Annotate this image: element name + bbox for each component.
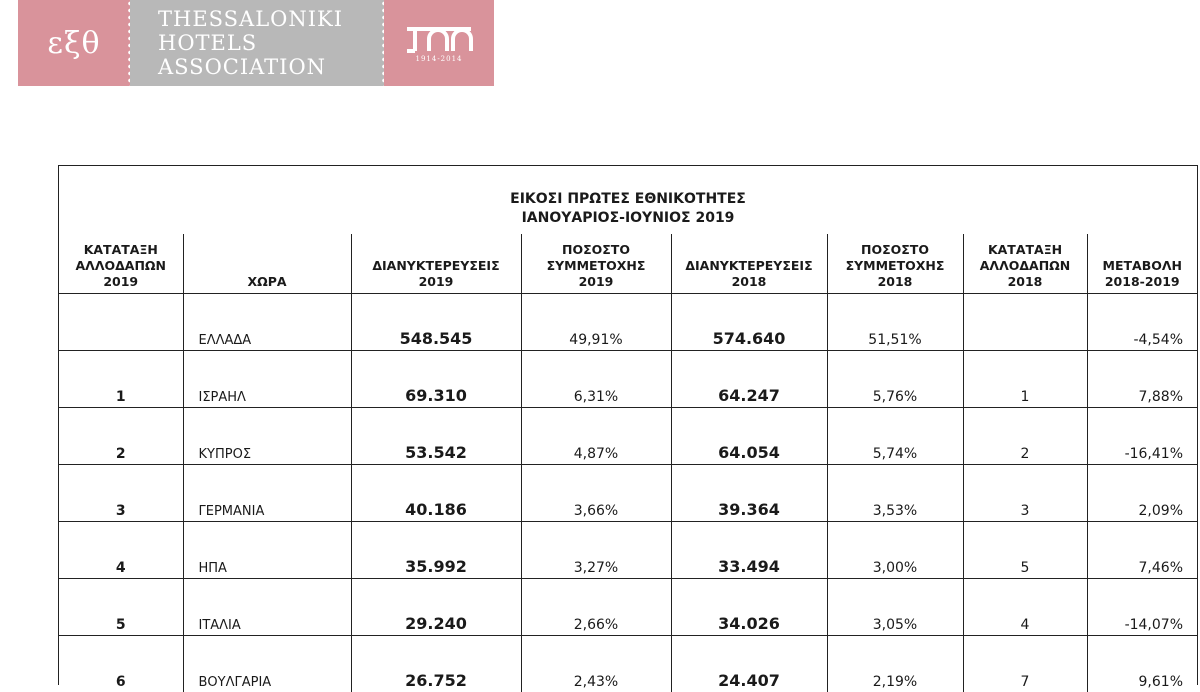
cell-rank-2019: 6 xyxy=(59,636,183,692)
cell-share-2019: 2,66% xyxy=(521,579,671,636)
header-rank-2019: ΚΑΤΑΤΑΞΗ ΑΛΛΟΔΑΠΩΝ 2019 xyxy=(59,234,183,294)
table-row xyxy=(59,636,1197,692)
cell-rank-2019 xyxy=(59,294,183,351)
table-row xyxy=(59,522,1197,579)
cell-rank-2019: 5 xyxy=(59,579,183,636)
cell-share-2019: 49,91% xyxy=(521,294,671,351)
logo-monogram: εξθ xyxy=(47,26,100,61)
table-row xyxy=(59,579,1197,636)
header-country: ΧΩΡΑ xyxy=(183,234,351,294)
cell-country: ΚΥΠΡΟΣ xyxy=(183,408,351,465)
header-overnights-2019: ΔΙΑΝΥΚΤΕΡΕΥΣΕΙΣ 2019 xyxy=(351,234,521,294)
cell-rank-2018: 5 xyxy=(963,522,1087,579)
cell-share-2018: 51,51% xyxy=(827,294,963,351)
cell-overnights-2018: 574.640 xyxy=(671,294,827,351)
logo-text-block xyxy=(130,0,384,86)
cell-rank-2019: 4 xyxy=(59,522,183,579)
table-header-row xyxy=(59,234,1197,294)
table-row xyxy=(59,408,1197,465)
cell-rank-2018 xyxy=(963,294,1087,351)
cell-share-2019: 3,66% xyxy=(521,465,671,522)
cell-rank-2018: 7 xyxy=(963,636,1087,692)
cell-country: ΗΠΑ xyxy=(183,522,351,579)
cell-overnights-2019: 69.310 xyxy=(351,351,521,408)
cell-rank-2018: 1 xyxy=(963,351,1087,408)
cell-overnights-2019: 35.992 xyxy=(351,522,521,579)
header-change: ΜΕΤΑΒΟΛΗ 2018-2019 xyxy=(1087,234,1197,294)
header-overnights-2018: ΔΙΑΝΥΚΤΕΡΕΥΣΕΙΣ 2018 xyxy=(671,234,827,294)
cell-country: ΙΤΑΛΙΑ xyxy=(183,579,351,636)
cell-overnights-2019: 40.186 xyxy=(351,465,521,522)
table-title xyxy=(59,166,1197,234)
cell-overnights-2018: 39.364 xyxy=(671,465,827,522)
cell-change: 7,88% xyxy=(1087,351,1197,408)
cell-overnights-2019: 53.542 xyxy=(351,408,521,465)
cell-country: ΙΣΡΑΗΛ xyxy=(183,351,351,408)
table-row xyxy=(59,465,1197,522)
logo-monogram-block xyxy=(18,0,130,86)
cell-share-2019: 2,43% xyxy=(521,636,671,692)
cell-overnights-2019: 26.752 xyxy=(351,636,521,692)
cell-share-2019: 3,27% xyxy=(521,522,671,579)
cell-country: ΓΕΡΜΑΝΙΑ xyxy=(183,465,351,522)
header-share-2018: ΠΟΣΟΣΤΟ ΣΥΜΜΕΤΟΧΗΣ 2018 xyxy=(827,234,963,294)
cell-share-2018: 3,53% xyxy=(827,465,963,522)
table-title-line-1: ΕΙΚΟΣΙ ΠΡΩΤΕΣ ΕΘΝΙΚΟΤΗΤΕΣ xyxy=(59,190,1197,209)
cell-overnights-2019: 29.240 xyxy=(351,579,521,636)
thessaloniki-hotels-association-logo xyxy=(18,0,494,86)
cell-overnights-2018: 64.247 xyxy=(671,351,827,408)
table-title-line-2: ΙΑΝΟΥΑΡΙΟΣ-ΙΟΥΝΙΟΣ 2019 xyxy=(59,209,1197,228)
cell-share-2019: 6,31% xyxy=(521,351,671,408)
cell-rank-2018: 2 xyxy=(963,408,1087,465)
cell-overnights-2018: 34.026 xyxy=(671,579,827,636)
cell-country: ΕΛΛΑΔΑ xyxy=(183,294,351,351)
cell-rank-2018: 3 xyxy=(963,465,1087,522)
table-row xyxy=(59,294,1197,351)
cell-share-2018: 5,76% xyxy=(827,351,963,408)
cell-overnights-2018: 24.407 xyxy=(671,636,827,692)
centenary-100-icon xyxy=(403,23,475,53)
logo-line-1: THESSALONIKI xyxy=(158,7,384,31)
cell-change: -14,07% xyxy=(1087,579,1197,636)
logo-line-2: HOTELS xyxy=(158,31,384,55)
cell-change: 2,09% xyxy=(1087,465,1197,522)
cell-change: 7,46% xyxy=(1087,522,1197,579)
cell-overnights-2019: 548.545 xyxy=(351,294,521,351)
cell-overnights-2018: 33.494 xyxy=(671,522,827,579)
cell-change: 9,61% xyxy=(1087,636,1197,692)
cell-share-2018: 3,00% xyxy=(827,522,963,579)
cell-country: ΒΟΥΛΓΑΡΙΑ xyxy=(183,636,351,692)
cell-rank-2019: 3 xyxy=(59,465,183,522)
table-row xyxy=(59,351,1197,408)
nationalities-table xyxy=(59,234,1197,692)
nationalities-table-frame xyxy=(58,165,1198,685)
cell-share-2018: 5,74% xyxy=(827,408,963,465)
header-rank-2018: ΚΑΤΑΤΑΞΗ ΑΛΛΟΔΑΠΩΝ 2018 xyxy=(963,234,1087,294)
cell-share-2019: 4,87% xyxy=(521,408,671,465)
header-share-2019: ΠΟΣΟΣΤΟ ΣΥΜΜΕΤΟΧΗΣ 2019 xyxy=(521,234,671,294)
cell-overnights-2018: 64.054 xyxy=(671,408,827,465)
cell-rank-2018: 4 xyxy=(963,579,1087,636)
cell-rank-2019: 2 xyxy=(59,408,183,465)
seal-years: 1914-2014 xyxy=(416,55,463,63)
cell-change: -4,54% xyxy=(1087,294,1197,351)
cell-share-2018: 2,19% xyxy=(827,636,963,692)
logo-centenary-seal xyxy=(384,0,494,86)
cell-share-2018: 3,05% xyxy=(827,579,963,636)
cell-change: -16,41% xyxy=(1087,408,1197,465)
logo-line-3: ASSOCIATION xyxy=(158,55,384,79)
cell-rank-2019: 1 xyxy=(59,351,183,408)
